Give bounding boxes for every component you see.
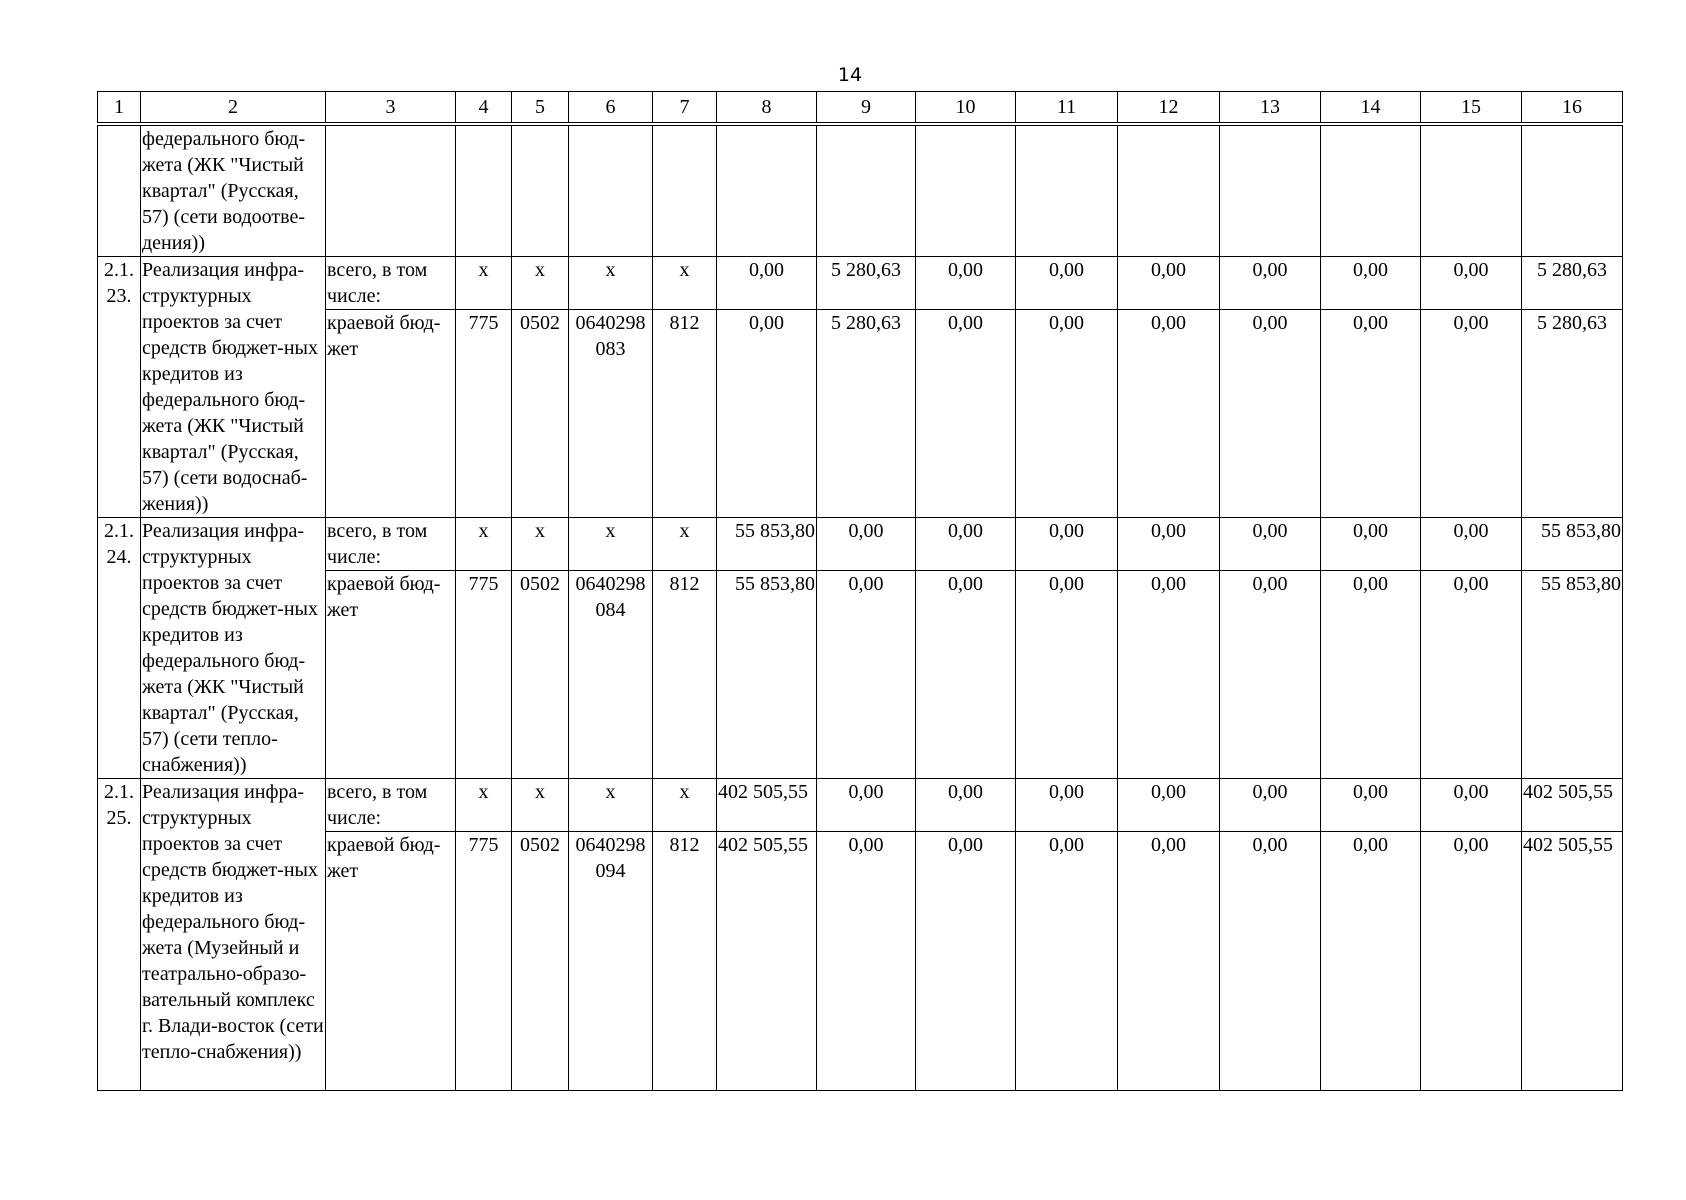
cell-c5: x <box>512 518 569 571</box>
item-description: федерального бюд-жета (ЖК "Чистый квартал" (Русская, 57) (сети водоотве-дения)) <box>141 124 326 257</box>
cell-c9: 0,00 <box>817 518 916 571</box>
empty-cell <box>1118 124 1220 257</box>
cell-c15: 0,00 <box>1421 518 1522 571</box>
cell-c4: 775 <box>456 310 512 518</box>
funding-label: краевой бюд-жет <box>326 310 456 518</box>
empty-cell <box>817 124 916 257</box>
header-cell: 16 <box>1522 92 1623 125</box>
cell-c14: 0,00 <box>1321 832 1421 1091</box>
cell-c5: x <box>512 779 569 832</box>
cell-c4: 775 <box>456 832 512 1091</box>
cell-c7: 812 <box>653 832 717 1091</box>
cell-c11: 0,00 <box>1016 257 1118 310</box>
cell-c11: 0,00 <box>1016 310 1118 518</box>
header-cell: 1 <box>98 92 141 125</box>
item-number: 2.1. 24. <box>98 518 141 779</box>
header-cell: 6 <box>569 92 653 125</box>
empty-cell <box>717 124 817 257</box>
empty-cell <box>1220 124 1321 257</box>
cell-c13: 0,00 <box>1220 779 1321 832</box>
cell-c9: 0,00 <box>817 571 916 779</box>
table-row-total <box>98 779 1623 832</box>
cell-c6: 0640298 094 <box>569 832 653 1091</box>
empty-cell <box>1421 124 1522 257</box>
empty-cell <box>512 124 569 257</box>
table-row-total <box>98 518 1623 571</box>
cell-c11: 0,00 <box>1016 571 1118 779</box>
item-description: Реализация инфра-структурных проектов за счет средств бюджет-ных кредитов из федерального бюд-жета (ЖК "Чистый квартал" (Русская, 57) (сети тепло-снабжения)) <box>141 518 326 779</box>
item-description: Реализация инфра-структурных проектов за счет средств бюджет-ных кредитов из федерального бюд-жета (ЖК "Чистый квартал" (Русская, 57) (сети водоснаб-жения)) <box>141 257 326 518</box>
cell-c7: x <box>653 518 717 571</box>
header-cell: 11 <box>1016 92 1118 125</box>
cell-c15: 0,00 <box>1421 257 1522 310</box>
empty-cell <box>98 124 141 257</box>
cell-c7: 812 <box>653 310 717 518</box>
funding-label: краевой бюд-жет <box>326 571 456 779</box>
cell-c6: x <box>569 257 653 310</box>
empty-cell <box>1016 124 1118 257</box>
cell-c10: 0,00 <box>916 832 1016 1091</box>
table-row-source <box>98 310 1623 518</box>
cell-c5: 0502 <box>512 310 569 518</box>
empty-cell <box>1321 124 1421 257</box>
cell-c9: 0,00 <box>817 832 916 1091</box>
cell-c16: 5 280,63 <box>1522 310 1623 518</box>
header-cell: 15 <box>1421 92 1522 125</box>
table-header-row <box>98 92 1623 125</box>
empty-cell <box>653 124 717 257</box>
header-cell: 12 <box>1118 92 1220 125</box>
cell-c13: 0,00 <box>1220 571 1321 779</box>
cell-c14: 0,00 <box>1321 518 1421 571</box>
empty-cell <box>916 124 1016 257</box>
cell-c15: 0,00 <box>1421 832 1522 1091</box>
header-cell: 7 <box>653 92 717 125</box>
item-description: Реализация инфра-структурных проектов за счет средств бюджет-ных кредитов из федерального бюд-жета (Музейный и театрально-образо-вательный комплекс г. Влади-восток (сети тепло-снабжения)) <box>141 779 326 1091</box>
cell-c6: 0640298 084 <box>569 571 653 779</box>
funding-label: всего, в том числе: <box>326 518 456 571</box>
cell-c14: 0,00 <box>1321 779 1421 832</box>
cell-c6: 0640298 083 <box>569 310 653 518</box>
header-cell: 13 <box>1220 92 1321 125</box>
cell-c4: 775 <box>456 571 512 779</box>
cell-c4: x <box>456 779 512 832</box>
header-cell: 14 <box>1321 92 1421 125</box>
page-number: 14 <box>837 64 863 86</box>
header-cell: 5 <box>512 92 569 125</box>
funding-label: всего, в том числе: <box>326 257 456 310</box>
item-number: 2.1. 25. <box>98 779 141 1091</box>
cell-c6: x <box>569 779 653 832</box>
cell-c11: 0,00 <box>1016 832 1118 1091</box>
table-row-total <box>98 257 1623 310</box>
cell-c5: 0502 <box>512 832 569 1091</box>
cell-c14: 0,00 <box>1321 310 1421 518</box>
cell-c16: 5 280,63 <box>1522 257 1623 310</box>
cell-c8: 55 853,80 <box>717 571 817 779</box>
header-cell: 3 <box>326 92 456 125</box>
cell-c4: x <box>456 518 512 571</box>
cell-c13: 0,00 <box>1220 518 1321 571</box>
cell-c8: 402 505,55 <box>717 779 817 832</box>
cell-c9: 5 280,63 <box>817 310 916 518</box>
header-cell: 4 <box>456 92 512 125</box>
cell-c4: x <box>456 257 512 310</box>
table-row-source <box>98 832 1623 1091</box>
empty-cell <box>569 124 653 257</box>
item-number: 2.1. 23. <box>98 257 141 518</box>
cell-c16: 55 853,80 <box>1522 571 1623 779</box>
cell-c15: 0,00 <box>1421 779 1522 832</box>
empty-cell <box>1522 124 1623 257</box>
cell-c8: 0,00 <box>717 310 817 518</box>
cell-c7: 812 <box>653 571 717 779</box>
cell-c13: 0,00 <box>1220 310 1321 518</box>
cell-c16: 402 505,55 <box>1522 779 1623 832</box>
budget-table <box>97 91 1623 1091</box>
funding-label: краевой бюд-жет <box>326 832 456 1091</box>
header-cell: 10 <box>916 92 1016 125</box>
cell-c10: 0,00 <box>916 310 1016 518</box>
cell-c15: 0,00 <box>1421 310 1522 518</box>
cell-c6: x <box>569 518 653 571</box>
cell-c8: 55 853,80 <box>717 518 817 571</box>
cell-c16: 402 505,55 <box>1522 832 1623 1091</box>
cell-c12: 0,00 <box>1118 779 1220 832</box>
cell-c16: 55 853,80 <box>1522 518 1623 571</box>
cell-c11: 0,00 <box>1016 518 1118 571</box>
cell-c12: 0,00 <box>1118 518 1220 571</box>
header-cell: 9 <box>817 92 916 125</box>
cell-c13: 0,00 <box>1220 257 1321 310</box>
cell-c10: 0,00 <box>916 571 1016 779</box>
table-row-source <box>98 571 1623 779</box>
cell-c12: 0,00 <box>1118 257 1220 310</box>
cell-c5: x <box>512 257 569 310</box>
cell-c12: 0,00 <box>1118 310 1220 518</box>
cell-c5: 0502 <box>512 571 569 779</box>
cell-c8: 402 505,55 <box>717 832 817 1091</box>
cell-c7: x <box>653 779 717 832</box>
cell-c14: 0,00 <box>1321 571 1421 779</box>
cell-c14: 0,00 <box>1321 257 1421 310</box>
funding-label: всего, в том числе: <box>326 779 456 832</box>
cell-c12: 0,00 <box>1118 571 1220 779</box>
cell-c9: 0,00 <box>817 779 916 832</box>
cell-c10: 0,00 <box>916 257 1016 310</box>
cell-c9: 5 280,63 <box>817 257 916 310</box>
cell-c15: 0,00 <box>1421 571 1522 779</box>
cell-c8: 0,00 <box>717 257 817 310</box>
cell-c11: 0,00 <box>1016 779 1118 832</box>
empty-cell <box>326 124 456 257</box>
continuation-row <box>98 124 1623 257</box>
header-cell: 8 <box>717 92 817 125</box>
cell-c12: 0,00 <box>1118 832 1220 1091</box>
cell-c7: x <box>653 257 717 310</box>
header-cell: 2 <box>141 92 326 125</box>
cell-c10: 0,00 <box>916 779 1016 832</box>
empty-cell <box>456 124 512 257</box>
cell-c13: 0,00 <box>1220 832 1321 1091</box>
cell-c10: 0,00 <box>916 518 1016 571</box>
